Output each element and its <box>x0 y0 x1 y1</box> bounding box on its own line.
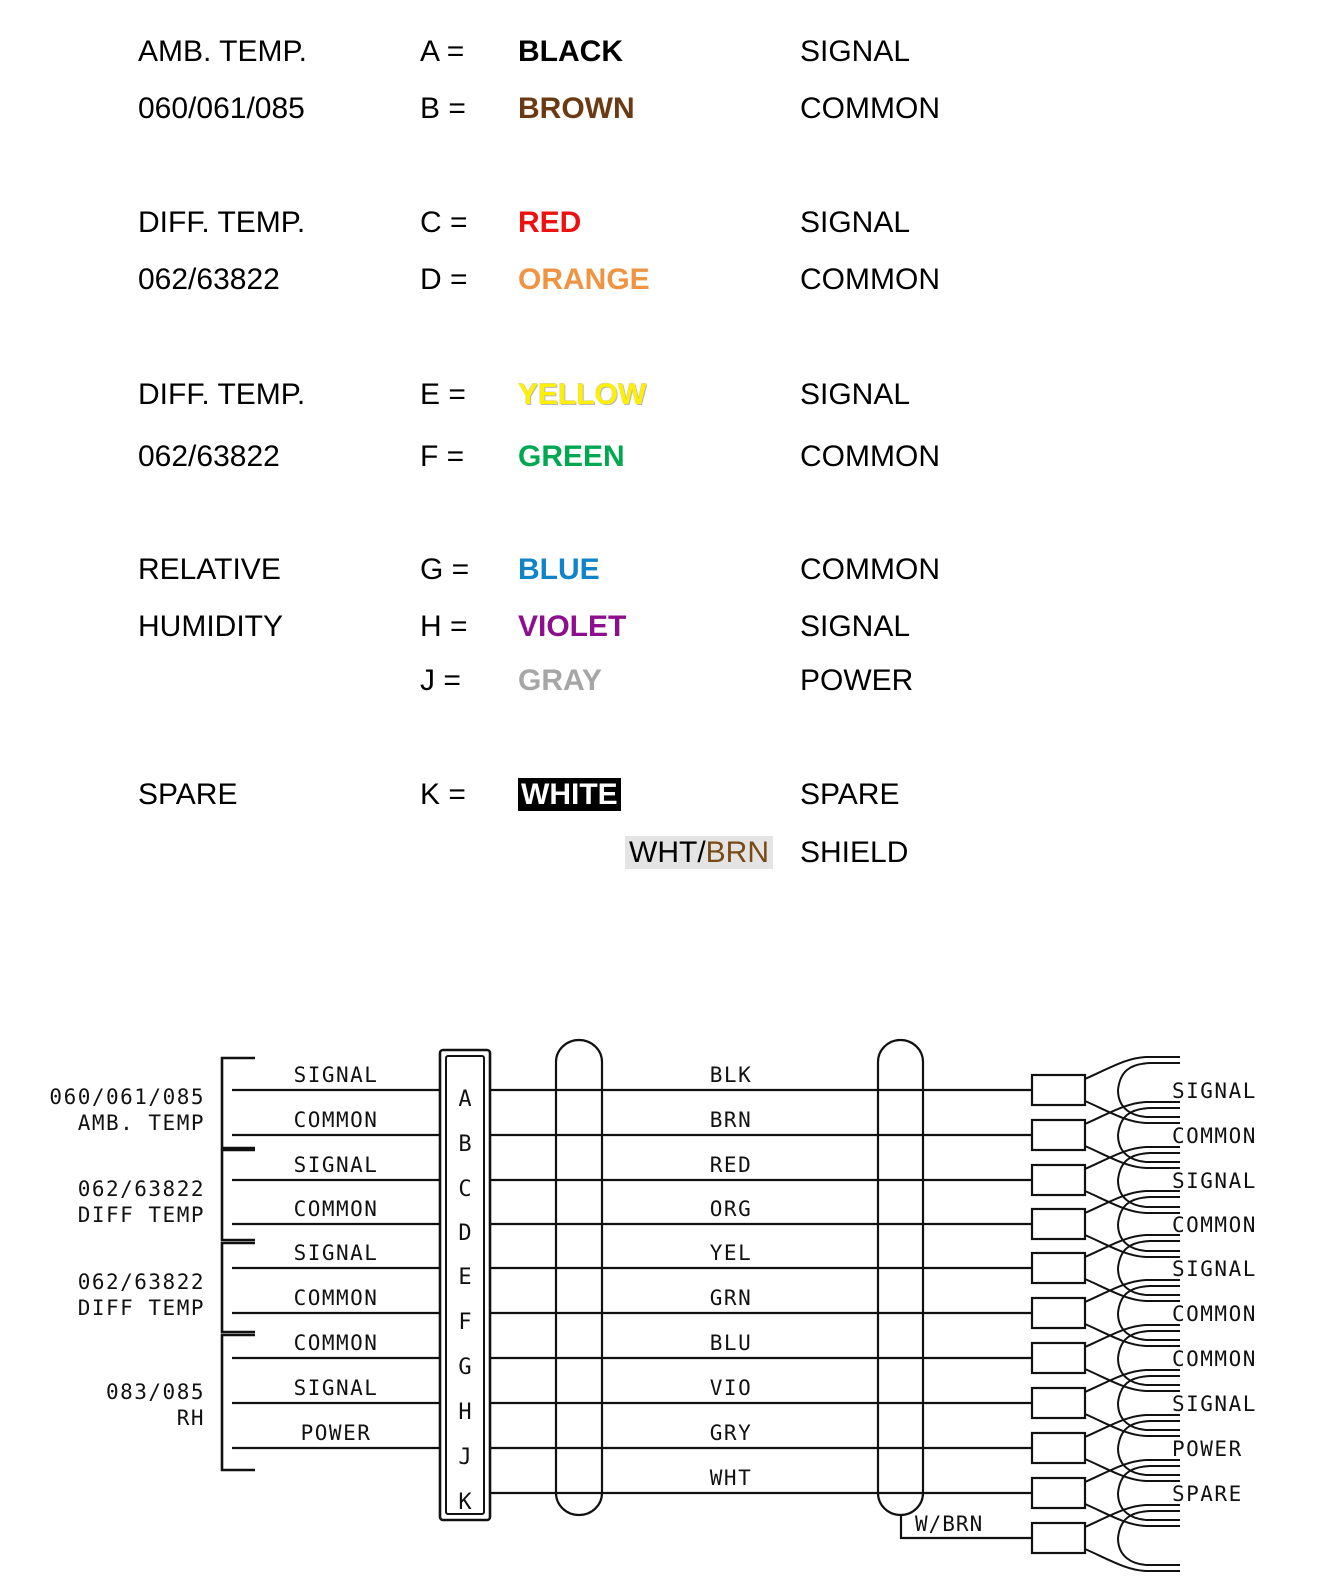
terminal-barrel <box>1032 1298 1085 1328</box>
terminal-fork-throat <box>1118 1538 1180 1565</box>
left-function-label: COMMON <box>293 1197 379 1221</box>
terminal-barrel <box>1032 1433 1085 1463</box>
wire-color-code-label: GRY <box>709 1421 753 1445</box>
legend-row <box>0 607 1320 647</box>
connector-pin-D: D <box>458 1221 472 1246</box>
color-swatch-black: BLACK <box>518 35 623 68</box>
left-function-label: SIGNAL <box>293 1153 379 1177</box>
terminal-barrel <box>1032 1523 1085 1553</box>
color-swatch-violet: VIOLET <box>518 610 627 643</box>
legend-device-label: 060/061/085 <box>138 92 305 125</box>
shield-drain-wire <box>901 1512 1032 1538</box>
terminal-tine-upper-inner <box>1118 1063 1180 1090</box>
device-type-label: RH <box>176 1406 205 1430</box>
legend-device-label: AMB. TEMP. <box>138 35 307 68</box>
legend-row <box>0 32 1320 72</box>
right-function-label: SIGNAL <box>1172 1257 1257 1281</box>
right-function-label: COMMON <box>1172 1124 1257 1148</box>
legend-function-label: COMMON <box>800 263 940 296</box>
legend-function-label: SIGNAL <box>800 378 911 411</box>
device-type-label: DIFF TEMP <box>77 1296 205 1320</box>
wire-color-code-label: BLK <box>709 1063 753 1087</box>
legend-wire-color-name <box>518 775 621 815</box>
legend-function-label: SIGNAL <box>800 35 911 68</box>
legend-function-label: SIGNAL <box>800 206 911 239</box>
legend-wire-color-name <box>518 89 635 129</box>
color-swatch-red: RED <box>518 206 582 239</box>
device-group-brackets <box>222 1058 255 1470</box>
wire-color-code-label: BRN <box>709 1108 753 1132</box>
legend-row <box>0 89 1320 129</box>
terminal-barrel <box>1032 1478 1085 1508</box>
legend-wire-color-name <box>518 661 602 701</box>
shield-separator: / <box>697 836 706 869</box>
shield-primary-color: WHT <box>629 836 698 869</box>
terminal-tine-upper-inner <box>1118 1466 1180 1493</box>
legend-row <box>0 203 1320 243</box>
device-part-number: 062/63822 <box>77 1270 205 1294</box>
device-part-number: 083/085 <box>105 1380 205 1404</box>
cable-wrap-band-left <box>556 1040 602 1515</box>
shield-secondary-color: BRN <box>705 836 769 869</box>
legend-pin-label: K = <box>420 778 466 811</box>
spade-terminal <box>1032 1057 1180 1123</box>
terminal-fork-throat <box>1118 1135 1180 1162</box>
left-wire-segments <box>232 1063 440 1448</box>
right-function-labels <box>1172 1079 1257 1506</box>
device-bracket <box>222 1243 255 1332</box>
legend-device-label: 062/63822 <box>138 440 280 473</box>
right-function-label: SIGNAL <box>1172 1392 1257 1416</box>
terminal-fork-throat <box>1118 1090 1180 1117</box>
left-function-label: SIGNAL <box>293 1241 379 1265</box>
terminal-fork-throat <box>1118 1313 1180 1340</box>
spade-terminal <box>1032 1280 1180 1346</box>
legend-pin-label: C = <box>420 206 468 239</box>
legend-wire-color-name <box>625 833 773 873</box>
spade-terminal-shield <box>1032 1505 1180 1571</box>
left-function-label: POWER <box>300 1421 372 1445</box>
left-function-label: COMMON <box>293 1108 379 1132</box>
terminal-fork-throat <box>1118 1358 1180 1385</box>
legend-device-label: RELATIVE <box>138 553 281 586</box>
spade-terminal <box>1032 1460 1180 1526</box>
legend-function-label: SIGNAL <box>800 610 911 643</box>
right-function-label: COMMON <box>1172 1347 1257 1371</box>
legend-function-label: POWER <box>800 664 914 697</box>
terminal-tine-upper <box>1085 1191 1180 1213</box>
legend-row <box>0 775 1320 815</box>
terminal-barrel <box>1032 1209 1085 1239</box>
right-function-label: SPARE <box>1172 1482 1243 1506</box>
color-swatch-yellow: YELLOW <box>518 378 647 411</box>
connector-pin-B: B <box>458 1132 472 1157</box>
legend-pin-label: B = <box>420 92 466 125</box>
terminal-fork-throat <box>1118 1493 1180 1520</box>
legend-device-label: DIFF. TEMP. <box>138 378 306 411</box>
connector-pin-H: H <box>458 1400 472 1425</box>
left-function-label: COMMON <box>293 1331 379 1355</box>
connector-pin-F: F <box>458 1310 472 1335</box>
legend-row <box>0 260 1320 300</box>
device-part-number: 060/061/085 <box>49 1085 205 1109</box>
legend-pin-label: F = <box>420 440 465 473</box>
legend-device-label: 062/63822 <box>138 263 280 296</box>
right-function-label: POWER <box>1172 1437 1243 1461</box>
terminal-tine-upper-inner <box>1118 1286 1180 1313</box>
terminal-barrel <box>1032 1388 1085 1418</box>
legend-pin-label: H = <box>420 610 468 643</box>
right-function-label: SIGNAL <box>1172 1169 1257 1193</box>
wire-color-code-label: BLU <box>709 1331 753 1355</box>
legend-wire-color-name <box>518 437 625 477</box>
left-function-label: SIGNAL <box>293 1063 379 1087</box>
device-labels <box>49 1085 205 1430</box>
legend-device-label: HUMIDITY <box>138 610 283 643</box>
legend-device-label: DIFF. TEMP. <box>138 206 306 239</box>
legend-wire-color-name <box>518 607 626 647</box>
harness-wiring-diagram <box>0 1030 1320 1588</box>
legend-pin-label: D = <box>420 263 468 296</box>
spade-terminal <box>1032 1370 1180 1436</box>
color-swatch-blue: BLUE <box>518 553 600 586</box>
terminal-fork-throat <box>1118 1448 1180 1475</box>
legend-pin-label: E = <box>420 378 466 411</box>
terminal-tine-lower <box>1085 1235 1180 1257</box>
terminal-tine-upper-inner <box>1118 1511 1180 1538</box>
terminal-tine-upper-inner <box>1118 1376 1180 1403</box>
color-swatch-orange: ORANGE <box>518 263 650 296</box>
terminal-tine-upper-inner <box>1118 1108 1180 1135</box>
legend-function-label: COMMON <box>800 553 940 586</box>
right-function-label: SIGNAL <box>1172 1079 1257 1103</box>
legend-row <box>0 661 1320 701</box>
spade-terminal <box>1032 1325 1180 1391</box>
wire-color-code-label: YEL <box>709 1241 753 1265</box>
cable-wire-runs <box>490 1063 1032 1493</box>
wire-color-code-label: VIO <box>709 1376 753 1400</box>
connector-pin-C: C <box>458 1177 472 1202</box>
legend-row <box>0 375 1320 415</box>
legend-pin-label: A = <box>420 35 465 68</box>
device-bracket <box>222 1150 255 1240</box>
terminal-barrel <box>1032 1343 1085 1373</box>
legend-pin-label: J = <box>420 664 461 697</box>
connector-pin-E: E <box>458 1265 472 1290</box>
shield-color-swatch <box>625 836 773 869</box>
legend-row <box>0 437 1320 477</box>
legend-wire-color-name <box>518 203 581 243</box>
terminal-tine-upper <box>1085 1235 1180 1257</box>
device-type-label: DIFF TEMP <box>77 1203 205 1227</box>
right-function-label: COMMON <box>1172 1302 1257 1326</box>
connector-pin-G: G <box>458 1355 472 1380</box>
color-swatch-gray: GRAY <box>518 664 602 697</box>
legend-wire-color-name <box>518 32 623 72</box>
wire-color-code-label: RED <box>709 1153 753 1177</box>
spade-terminal <box>1032 1415 1180 1481</box>
terminal-fork-throat <box>1118 1268 1180 1295</box>
color-swatch-white: WHITE <box>518 778 621 811</box>
spade-terminals <box>1032 1057 1180 1571</box>
device-type-label: AMB. TEMP <box>77 1111 205 1135</box>
terminal-tine-lower <box>1085 1191 1180 1213</box>
connector-pin-A: A <box>458 1087 472 1112</box>
connector-pin-J: J <box>458 1445 472 1470</box>
legend-function-label: SHIELD <box>800 836 909 869</box>
cable-wrap-band-right <box>878 1040 923 1515</box>
terminal-barrel <box>1032 1253 1085 1283</box>
legend-pin-label: G = <box>420 553 470 586</box>
wire-color-code-label: GRN <box>709 1286 753 1310</box>
device-part-number: 062/63822 <box>77 1177 205 1201</box>
legend-wire-color-name <box>518 260 650 300</box>
terminal-fork-throat <box>1118 1403 1180 1430</box>
legend-row <box>0 550 1320 590</box>
legend-device-label: SPARE <box>138 778 238 811</box>
terminal-tine-lower <box>1085 1549 1180 1571</box>
wire-color-code-label: WHT <box>709 1466 753 1490</box>
wire-color-code-label: ORG <box>709 1197 753 1221</box>
legend-wire-color-name <box>518 550 600 590</box>
terminal-barrel <box>1032 1120 1085 1150</box>
spade-terminal <box>1032 1102 1180 1168</box>
legend-function-label: COMMON <box>800 440 940 473</box>
terminal-tine-upper-inner <box>1118 1153 1180 1180</box>
legend-wire-color-name <box>518 375 646 415</box>
terminal-tine-upper-inner <box>1118 1421 1180 1448</box>
terminal-barrel <box>1032 1075 1085 1105</box>
shield-wire-label: W/BRN <box>915 1512 984 1536</box>
left-function-label: COMMON <box>293 1286 379 1310</box>
legend-function-label: SPARE <box>800 778 900 811</box>
legend-function-label: COMMON <box>800 92 940 125</box>
terminal-barrel <box>1032 1165 1085 1195</box>
left-function-label: SIGNAL <box>293 1376 379 1400</box>
terminal-tine-upper-inner <box>1118 1331 1180 1358</box>
legend-row <box>0 833 1320 873</box>
connector-pin-K: K <box>458 1490 472 1515</box>
color-swatch-green: GREEN <box>518 440 625 473</box>
color-swatch-brown: BROWN <box>518 92 635 125</box>
terminal-tine-upper <box>1085 1057 1180 1079</box>
right-function-label: COMMON <box>1172 1213 1257 1237</box>
